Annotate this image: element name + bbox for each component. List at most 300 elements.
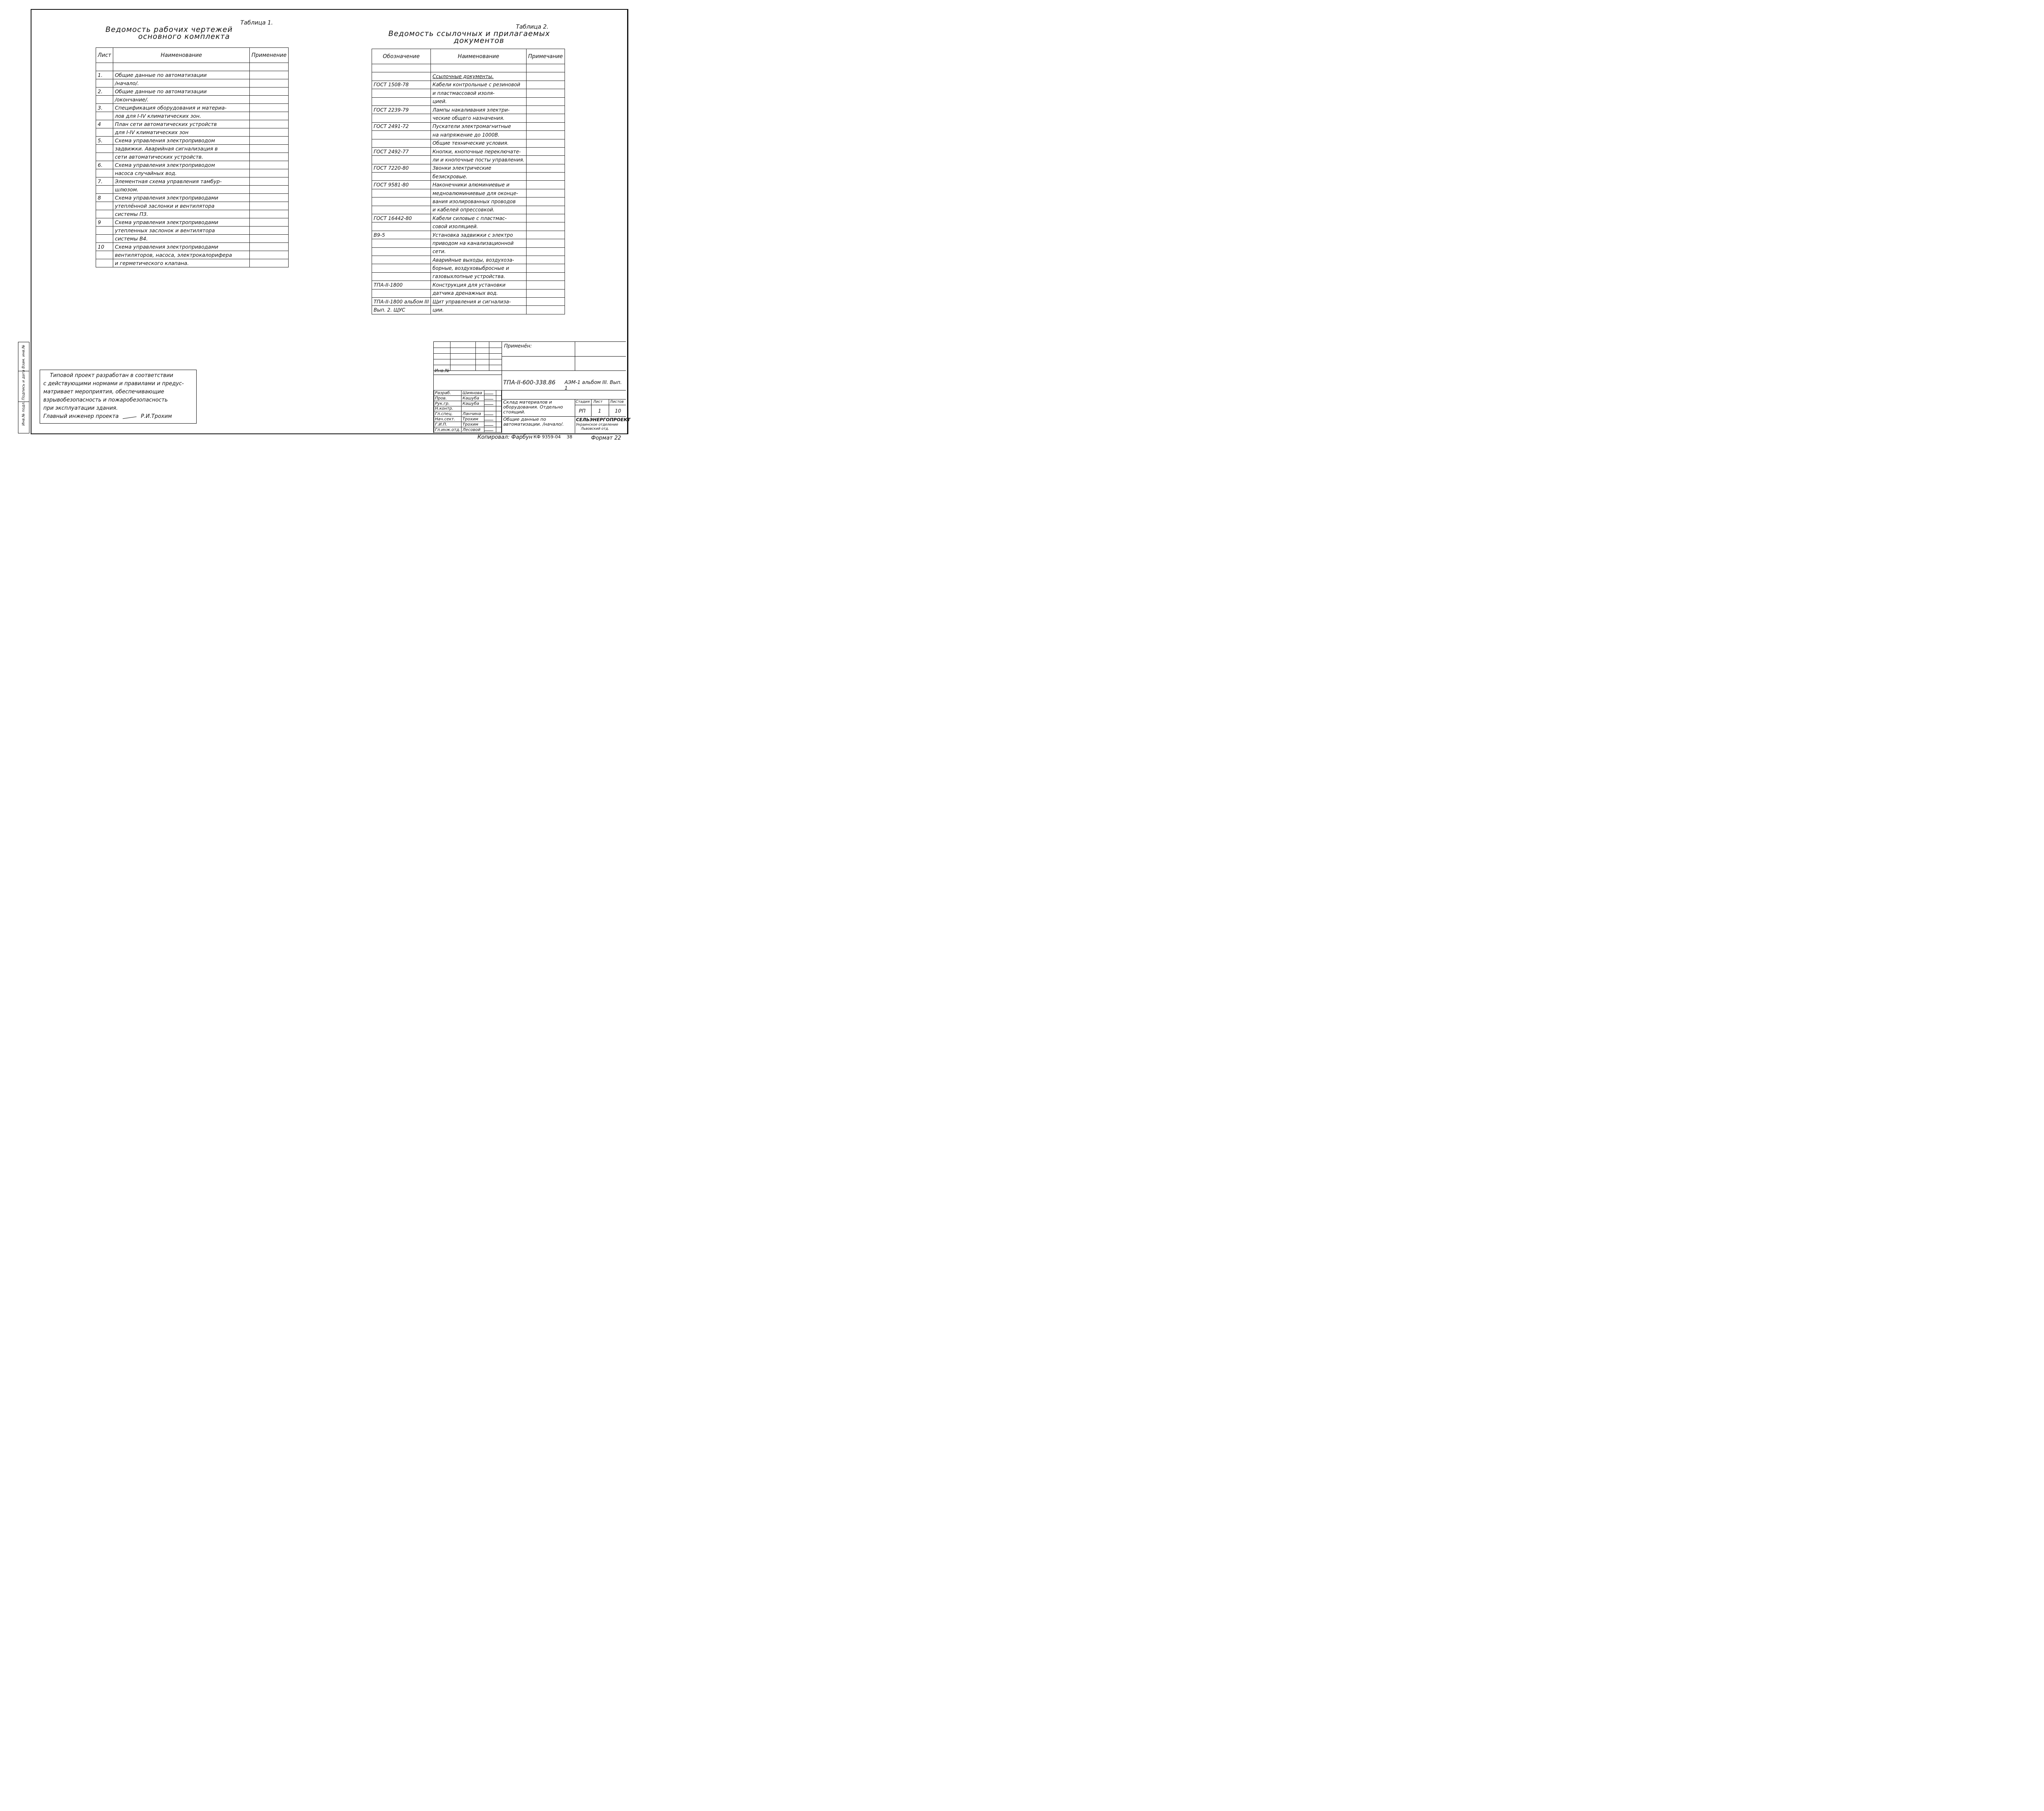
note-line: матривает мероприятия, обеспечивающие	[43, 389, 164, 395]
table-row	[372, 164, 565, 172]
table-row	[372, 239, 565, 247]
inv-label: Инв.№	[435, 368, 450, 373]
table-cell	[372, 89, 431, 97]
table-cell	[372, 247, 431, 256]
role-title: Рук.гр.	[434, 401, 462, 406]
table-row	[96, 235, 289, 243]
table-cell: /окончание/.	[113, 96, 249, 104]
role-date	[496, 396, 501, 401]
table-row	[96, 79, 289, 88]
role-signature	[484, 396, 496, 401]
table-cell	[526, 239, 565, 247]
table-cell	[372, 239, 431, 247]
table-row	[372, 139, 565, 147]
role-title: Г.И.П.	[434, 422, 462, 427]
title-block	[433, 341, 630, 433]
note-box	[40, 370, 197, 424]
format-label: Формат 22	[591, 435, 621, 441]
table-row	[372, 72, 565, 81]
sheet-title: Общие данные по автоматизации. /начало/.	[503, 417, 564, 427]
table1-caption: Таблица 1.	[240, 20, 273, 26]
table-cell	[372, 264, 431, 272]
signature-mark	[484, 396, 495, 399]
table-cell	[96, 128, 113, 137]
table-cell: Схема управления электроприводами	[113, 243, 249, 251]
table-cell	[372, 97, 431, 105]
role-person: Трохим	[462, 422, 484, 427]
table-header-row	[372, 49, 565, 64]
table-cell: 7.	[96, 177, 113, 186]
stamp-role-row	[434, 427, 502, 433]
table-cell	[526, 306, 565, 314]
table-row	[372, 181, 565, 189]
table-cell: Схема управления электроприводами	[113, 218, 249, 227]
table-cell: Аварийные выходы, воздухоза-	[430, 256, 526, 264]
table-cell: Схема управления электроприводом	[113, 137, 249, 145]
table-cell	[372, 131, 431, 139]
table-cell: ции.	[430, 306, 526, 314]
table-cell: 1.	[96, 71, 113, 79]
table-cell	[526, 189, 565, 197]
table-cell	[526, 264, 565, 272]
table-cell: Кабели контрольные с резиновой	[430, 81, 526, 89]
table-cell: Звонки электрические	[430, 164, 526, 172]
table-cell: и герметического клапана.	[113, 259, 249, 267]
table-cell	[372, 173, 431, 181]
table-row	[96, 153, 289, 161]
table-cell	[250, 161, 289, 169]
table-cell	[372, 139, 431, 147]
table-cell	[250, 128, 289, 137]
table-cell	[250, 243, 289, 251]
stamp-role-row	[434, 411, 502, 417]
table2-title-line2: документов	[454, 36, 504, 45]
table-cell	[526, 64, 565, 72]
signature-mark	[484, 422, 495, 426]
stage-value: РП	[579, 408, 586, 414]
table-cell: Пускатели электромагнитные	[430, 122, 526, 130]
table-row	[96, 259, 289, 267]
signature-role: Главный инженер проекта	[43, 413, 119, 420]
table-row	[372, 231, 565, 239]
table-cell	[526, 197, 565, 206]
role-title: Н.контр.	[434, 406, 462, 411]
table-cell: ТПА-II-1800 альбом III	[372, 297, 431, 305]
table1	[96, 47, 289, 267]
applied-label: Применён:	[504, 343, 532, 349]
table-row	[372, 214, 565, 222]
table-cell	[250, 104, 289, 112]
stamp-role-row	[434, 401, 502, 406]
table-cell: Общие технические условия.	[430, 139, 526, 147]
table-cell	[526, 222, 565, 231]
role-date	[496, 390, 501, 396]
table-row	[96, 128, 289, 137]
table-cell	[250, 79, 289, 88]
role-date	[496, 417, 501, 422]
table-cell: вентиляторов, насоса, электрокалорифера	[113, 251, 249, 259]
signature-mark	[484, 427, 495, 431]
table-row	[96, 71, 289, 79]
table-cell: цией.	[430, 97, 526, 105]
table-cell	[250, 63, 289, 71]
table-cell: вания изолированных проводов	[430, 197, 526, 206]
table-cell	[526, 181, 565, 189]
table-cell: /начало/.	[113, 79, 249, 88]
table-cell	[250, 251, 289, 259]
note-line: взрывобезопасность и пожаробезопасность	[43, 397, 168, 403]
table-row	[96, 104, 289, 112]
table-row	[372, 281, 565, 289]
table-cell	[372, 197, 431, 206]
table-cell: Спецификация оборудования и материа-	[113, 104, 249, 112]
table-row	[96, 169, 289, 177]
table-row	[372, 89, 565, 97]
signature-mark	[123, 417, 137, 419]
table2-title	[388, 29, 550, 45]
table-cell: насоса случайных вод.	[113, 169, 249, 177]
table-cell	[250, 169, 289, 177]
table-cell: утепленных заслонок и вентилятора	[113, 227, 249, 235]
stamp-roles	[434, 390, 502, 433]
table-row	[372, 173, 565, 181]
stage-label: Стадия	[576, 400, 590, 404]
sheets-label: Листов	[610, 400, 624, 404]
signature-mark	[484, 401, 495, 405]
table-cell: 9	[96, 218, 113, 227]
table-cell: 3.	[96, 104, 113, 112]
table-header-row	[96, 48, 289, 63]
column-header: Применение	[250, 48, 289, 63]
role-title: Пров.	[434, 396, 462, 401]
table-cell	[372, 64, 431, 72]
table-cell	[526, 72, 565, 81]
table-cell	[96, 63, 113, 71]
column-header: Обозначение	[372, 49, 431, 64]
table-cell	[250, 227, 289, 235]
table-cell	[526, 156, 565, 164]
table-cell	[526, 139, 565, 147]
table-cell	[250, 112, 289, 120]
album-code: АЭМ-1 альбом III. Вып. 1	[565, 379, 622, 391]
note-signature-line	[43, 413, 193, 421]
table-cell: безискровые.	[430, 173, 526, 181]
table-cell: План сети автоматических устройств	[113, 120, 249, 128]
project-code: ТПА-II-600-338.86	[503, 379, 556, 386]
table-cell	[96, 186, 113, 194]
table-cell: ГОСТ 1508-78	[372, 81, 431, 89]
role-signature	[484, 427, 496, 433]
table-row	[96, 194, 289, 202]
table-row	[372, 64, 565, 72]
role-signature	[484, 411, 496, 417]
note-line: с действующими нормами и правилами и предус-	[43, 381, 184, 387]
table-cell	[526, 256, 565, 264]
table-cell: Кнопки, кнопочные переключате-	[430, 147, 526, 155]
table-cell	[250, 202, 289, 210]
note-line: Типовой проект разработан в соответствии	[50, 373, 173, 379]
table-cell: В9-5	[372, 231, 431, 239]
table-cell: газовыхлопные устройства.	[430, 272, 526, 281]
table-row	[96, 137, 289, 145]
table-cell	[250, 210, 289, 218]
table-cell: ГОСТ 2492-77	[372, 147, 431, 155]
org-line1: СЕЛЬЭНЕРГОПРОЕКТ	[576, 417, 630, 422]
table-cell: сети автоматических устройств.	[113, 153, 249, 161]
table-cell	[113, 63, 249, 71]
table-cell: 2.	[96, 88, 113, 96]
table-row	[372, 264, 565, 272]
table-cell: Схема управления электроприводом	[113, 161, 249, 169]
table-cell	[96, 259, 113, 267]
signature-mark	[484, 390, 495, 394]
sheet-value: 1	[598, 408, 601, 414]
table-cell: Установка задвижки с электро	[430, 231, 526, 239]
stamp-role-row	[434, 422, 502, 427]
table-row	[372, 297, 565, 305]
table-cell: лов для I-IV климатических зон.	[113, 112, 249, 120]
table-cell: 6.	[96, 161, 113, 169]
table-cell: 5.	[96, 137, 113, 145]
table-cell	[526, 131, 565, 139]
table-row	[96, 251, 289, 259]
table2	[372, 49, 565, 314]
table-cell	[96, 251, 113, 259]
table-cell	[96, 145, 113, 153]
table-cell	[526, 214, 565, 222]
table-cell: Схема управления электроприводами	[113, 194, 249, 202]
table-cell	[372, 206, 431, 214]
role-date	[496, 411, 501, 417]
table-cell: Конструкция для установки	[430, 281, 526, 289]
table-cell	[526, 173, 565, 181]
role-person: Лесовой	[462, 427, 484, 433]
role-person: Ланчина	[462, 411, 484, 417]
table-cell: шлюзом.	[113, 186, 249, 194]
table-cell	[526, 89, 565, 97]
table-cell: ческие общего назначения.	[430, 114, 526, 122]
table-cell	[372, 289, 431, 297]
column-header: Наименование	[113, 48, 249, 63]
table-cell	[526, 206, 565, 214]
table-cell	[250, 71, 289, 79]
table-row	[372, 105, 565, 114]
table-row	[96, 120, 289, 128]
table-row	[96, 243, 289, 251]
role-title: Гл.спец.	[434, 411, 462, 417]
table-row	[372, 147, 565, 155]
table-cell	[526, 105, 565, 114]
sheets-value: 10	[615, 408, 621, 414]
table-cell	[96, 210, 113, 218]
table-cell	[372, 189, 431, 197]
table-cell	[96, 235, 113, 243]
table-row	[372, 131, 565, 139]
table-cell	[526, 297, 565, 305]
table-cell	[526, 164, 565, 172]
table-cell: медноалюминиевые для оконце-	[430, 189, 526, 197]
table-cell: датчика дренажных вод.	[430, 289, 526, 297]
table-row	[96, 161, 289, 169]
table-cell: 8	[96, 194, 113, 202]
table-row	[96, 112, 289, 120]
table-row	[96, 218, 289, 227]
table-cell	[96, 96, 113, 104]
table2-title-line1: Ведомость ссылочных и прилагаемых	[388, 29, 550, 38]
note-line: при эксплуатации здания.	[43, 405, 118, 411]
table-cell: Вып. 2. ЩУС	[372, 306, 431, 314]
role-date	[496, 427, 501, 433]
table-cell: ГОСТ 2491-72	[372, 122, 431, 130]
table-cell	[96, 79, 113, 88]
table-cell	[96, 227, 113, 235]
stamp-role-row	[434, 406, 502, 411]
table-row	[372, 222, 565, 231]
table-row	[372, 97, 565, 105]
role-date	[496, 401, 501, 406]
table-cell	[250, 145, 289, 153]
role-signature	[484, 417, 496, 422]
table-cell: на напряжение до 1000В.	[430, 131, 526, 139]
table-row	[96, 88, 289, 96]
table-row	[372, 206, 565, 214]
table-row	[372, 272, 565, 281]
table-cell: Общие данные по автоматизации	[113, 71, 249, 79]
table-cell	[250, 88, 289, 96]
table-cell	[96, 112, 113, 120]
stamp-role-row	[434, 417, 502, 422]
table-cell	[250, 194, 289, 202]
table-cell: Лампы накаливания электри-	[430, 105, 526, 114]
object-name: Склад материалов и оборудования. Отдельно стоящий.	[503, 399, 563, 415]
table-row	[96, 177, 289, 186]
table-cell	[526, 231, 565, 239]
side-strip-text: Инв.№ подл. Подпись и дата Взам. инв.№	[22, 345, 26, 426]
table-cell	[372, 156, 431, 164]
role-title: Нач.сект.	[434, 417, 462, 422]
table-cell	[526, 114, 565, 122]
table-cell: Наконечники алюминиевые и	[430, 181, 526, 189]
table-cell	[96, 153, 113, 161]
role-signature	[484, 390, 496, 396]
role-person: Кашуба	[462, 396, 484, 401]
table-cell: для I-IV климатических зон	[113, 128, 249, 137]
role-signature	[484, 406, 496, 411]
table-cell	[250, 218, 289, 227]
table2-caption: Таблица 2.	[516, 24, 549, 30]
table-cell: и пластмассовой изоля-	[430, 89, 526, 97]
table-cell	[526, 122, 565, 130]
table-cell	[372, 272, 431, 281]
table-row	[372, 122, 565, 130]
table-cell: Кабели силовые с пластмас-	[430, 214, 526, 222]
bottom-num: 38	[567, 434, 572, 440]
table-cell	[250, 235, 289, 243]
role-person: Шиянова	[462, 390, 484, 396]
table-cell: борные, воздуховыбросные и	[430, 264, 526, 272]
table-cell: ГОСТ 9581-80	[372, 181, 431, 189]
table-cell	[96, 202, 113, 210]
sheet-label: Лист	[593, 400, 603, 404]
table-row	[96, 96, 289, 104]
table1-title	[105, 25, 233, 41]
table-cell	[526, 247, 565, 256]
table-cell	[526, 81, 565, 89]
role-person: Кашуба	[462, 401, 484, 406]
table-row	[372, 156, 565, 164]
table-cell: ГОСТ 2239-79	[372, 105, 431, 114]
table-cell: задвижки. Аварийная сигнализация в	[113, 145, 249, 153]
table1-title-line2: основного комплекта	[138, 32, 230, 41]
table-cell	[250, 259, 289, 267]
table-cell: приводом на канализационной	[430, 239, 526, 247]
table-cell: Общие данные по автоматизации	[113, 88, 249, 96]
bottom-code: КФ 9359-04	[533, 434, 561, 440]
table-row	[372, 289, 565, 297]
table-cell	[250, 137, 289, 145]
table-row	[96, 145, 289, 153]
role-person: Трохим	[462, 417, 484, 422]
table-row	[96, 202, 289, 210]
role-signature	[484, 401, 496, 406]
table-cell	[372, 256, 431, 264]
table-cell: системы В4.	[113, 235, 249, 243]
signature-name: Р.И.Трохим	[141, 413, 172, 420]
table-cell: ГОСТ 7220-80	[372, 164, 431, 172]
table-row	[96, 63, 289, 71]
table-cell	[526, 147, 565, 155]
table-cell: ТПА-II-1800	[372, 281, 431, 289]
table-cell: Ссылочные документы.	[430, 72, 526, 81]
role-person	[462, 406, 484, 411]
table-cell	[96, 169, 113, 177]
column-header: Наименование	[430, 49, 526, 64]
table-cell	[250, 96, 289, 104]
table-cell: утеплённой заслонки и вентилятора	[113, 202, 249, 210]
table-row	[96, 210, 289, 218]
role-title: Разраб.	[434, 390, 462, 396]
table-cell	[526, 289, 565, 297]
table-cell	[526, 272, 565, 281]
table-cell	[250, 186, 289, 194]
table-cell: системы П3.	[113, 210, 249, 218]
table-cell	[526, 281, 565, 289]
table-row	[372, 256, 565, 264]
column-header: Лист	[96, 48, 113, 63]
table-cell: 4	[96, 120, 113, 128]
table-cell	[430, 64, 526, 72]
table-row	[372, 81, 565, 89]
table-row	[372, 306, 565, 314]
table-cell: и кабелей опрессовкой.	[430, 206, 526, 214]
table-cell: ГОСТ 16442-80	[372, 214, 431, 222]
table-cell: сети.	[430, 247, 526, 256]
table-cell: Элементная схема управления тамбур-	[113, 177, 249, 186]
table-cell	[372, 72, 431, 81]
role-date	[496, 422, 501, 427]
stamp-role-row	[434, 396, 502, 401]
table-cell: совой изоляцией.	[430, 222, 526, 231]
signature-mark	[484, 411, 495, 415]
table-row	[372, 197, 565, 206]
table-cell	[250, 177, 289, 186]
table-row	[96, 227, 289, 235]
table-row	[372, 189, 565, 197]
role-date	[496, 406, 501, 411]
table-row	[372, 247, 565, 256]
table-cell	[372, 222, 431, 231]
table-row	[96, 186, 289, 194]
